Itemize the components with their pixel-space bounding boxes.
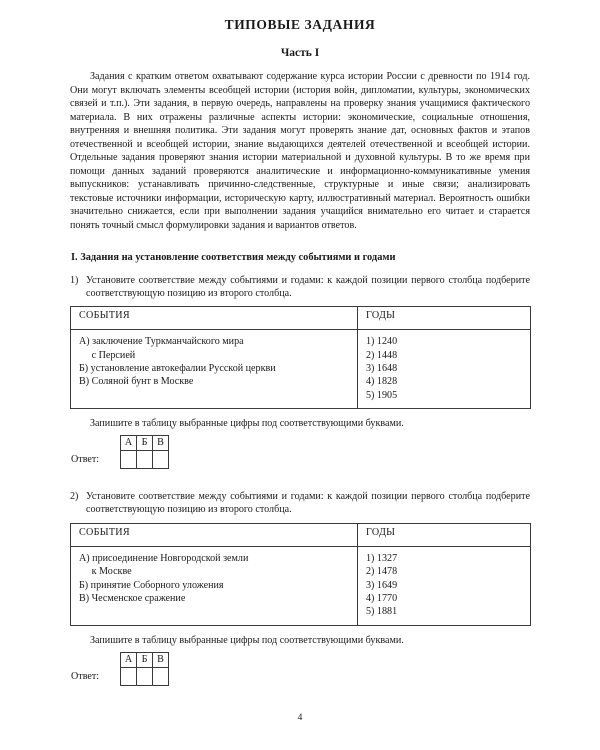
task-2-answer-label: Ответ: — [71, 670, 100, 682]
task-2 — [70, 490, 530, 686]
answer-cell-v[interactable] — [153, 451, 169, 469]
answer-grid-input-row[interactable] — [121, 451, 169, 469]
list-item: с Персией — [79, 349, 136, 361]
task-2-header-years: ГОДЫ — [358, 523, 531, 546]
task-1-years-cell — [358, 330, 531, 409]
list-item: 3) 1648 — [366, 362, 398, 374]
answer-grid-col-b: Б — [137, 436, 153, 451]
task-2-header-events: СОБЫТИЯ — [71, 523, 358, 546]
list-item: к Москве — [79, 566, 132, 578]
list-item: 4) 1770 — [366, 593, 398, 604]
answer-cell-b[interactable] — [137, 451, 153, 469]
task-1-prompt — [70, 274, 530, 301]
task-1-events-list — [79, 335, 357, 389]
table-row — [71, 330, 531, 409]
table-row — [71, 546, 531, 625]
task-1-match-table — [70, 306, 531, 409]
intro-paragraph: Задания с кратким ответом охватывают содержание курса истории России с древности по 1914 год. Они могут включать элементы всеобщей истории (история войн, дипломатии, культуры, экономических связей и т.п.). Эти задания, в первую очередь, направлены на проверку знания учащимися фактического материала. В них отражены различные аспекты истории: экономические, социальные отношения, внутренняя и внешняя политика. Эти задания могут проверять знание дат, основных фактов и этапов отечественной и всеобщей истории, знание выдающихся деятелей отечественной и всеобщей истории. Отдельные задания проверяют знания истории материальной и духовной культуры. В то же время при помощи данных заданий проверяются аналитические и информационно-коммуникативные умения выпускников: устанавливать причинно-следственные, структурные и иные связи; анализировать текстовые источники информации, историческую карту, иллюстративный материал. Вероятность ошибки значительно снижается, если при выполнении задания учащийся внимательно его читает и старается понять точный смысл формулировки задания и вариантов ответов. — [70, 71, 530, 232]
list-item: 2) 1448 — [366, 349, 398, 361]
list-item: Б) принятие Соборного уложения — [79, 579, 224, 591]
task-2-instruction: Запишите в таблицу выбранные цифры под соответствующими буквами. — [90, 634, 404, 646]
table-header-row — [71, 523, 531, 546]
task-1-header-events: СОБЫТИЯ — [71, 307, 358, 330]
list-item: 3) 1649 — [366, 579, 398, 591]
answer-grid-col-v: В — [153, 652, 169, 667]
list-item: А) присоединение Новгородской земли — [79, 552, 249, 564]
answer-cell-b[interactable] — [137, 667, 153, 685]
list-item: А) заключение Туркманчайского мира — [79, 336, 244, 348]
list-item: В) Чесменское сражение — [79, 593, 186, 604]
task-2-events-list — [79, 552, 357, 606]
task-2-prompt — [70, 490, 530, 517]
task-1-prompt-text: Установите соответствие между событиями и годами: к каждой позиции первого столбца подберите соответствующую позицию из второго столбца. — [86, 274, 530, 299]
task-2-years-cell — [358, 546, 531, 625]
answer-cell-v[interactable] — [153, 667, 169, 685]
list-item: Б) установление автокефалии Русской церкви — [79, 362, 276, 374]
part-title: Часть I — [280, 47, 320, 59]
task-2-answer-grid[interactable] — [120, 652, 169, 686]
task-1-header-years: ГОДЫ — [358, 307, 531, 330]
answer-grid-col-v: В — [153, 436, 169, 451]
answer-grid-header-row — [121, 436, 169, 451]
task-1-years-list — [366, 335, 530, 402]
page-title: ТИПОВЫЕ ЗАДАНИЯ — [224, 17, 376, 32]
task-1-answer-label: Ответ: — [71, 454, 100, 466]
task-1 — [70, 274, 530, 470]
section-heading: I. Задания на установление соответствия между событиями и годами — [71, 251, 396, 263]
list-item: 2) 1478 — [366, 566, 398, 578]
task-2-number: 2) — [70, 491, 79, 503]
list-item: 1) 1327 — [366, 552, 398, 564]
list-item: В) Соляной бунт в Москве — [79, 376, 194, 388]
answer-grid-col-a: А — [121, 652, 137, 667]
task-1-number: 1) — [70, 274, 79, 286]
list-item: 4) 1828 — [366, 376, 398, 388]
task-2-events-cell — [71, 546, 358, 625]
task-2-match-table — [70, 523, 531, 626]
task-2-prompt-text: Установите соответствие между событиями и годами: к каждой позиции первого столбца подберите соответствующую позицию из второго столбца. — [86, 491, 530, 516]
task-1-answer-row — [71, 435, 530, 469]
task-1-answer-grid[interactable] — [120, 435, 169, 469]
list-item: 5) 1905 — [366, 389, 398, 401]
page-content — [70, 0, 530, 686]
task-2-years-list — [366, 552, 530, 619]
task-1-events-cell — [71, 330, 358, 409]
task-1-instruction: Запишите в таблицу выбранные цифры под соответствующими буквами. — [90, 418, 404, 430]
page-number: 4 — [297, 713, 303, 723]
list-item: 1) 1240 — [366, 336, 398, 348]
list-item: 5) 1881 — [366, 606, 398, 618]
answer-grid-input-row[interactable] — [121, 667, 169, 685]
answer-grid-header-row — [121, 652, 169, 667]
answer-cell-a[interactable] — [121, 667, 137, 685]
answer-grid-col-a: А — [121, 436, 137, 451]
task-2-answer-row — [71, 652, 530, 686]
answer-cell-a[interactable] — [121, 451, 137, 469]
table-header-row — [71, 307, 531, 330]
answer-grid-col-b: Б — [137, 652, 153, 667]
